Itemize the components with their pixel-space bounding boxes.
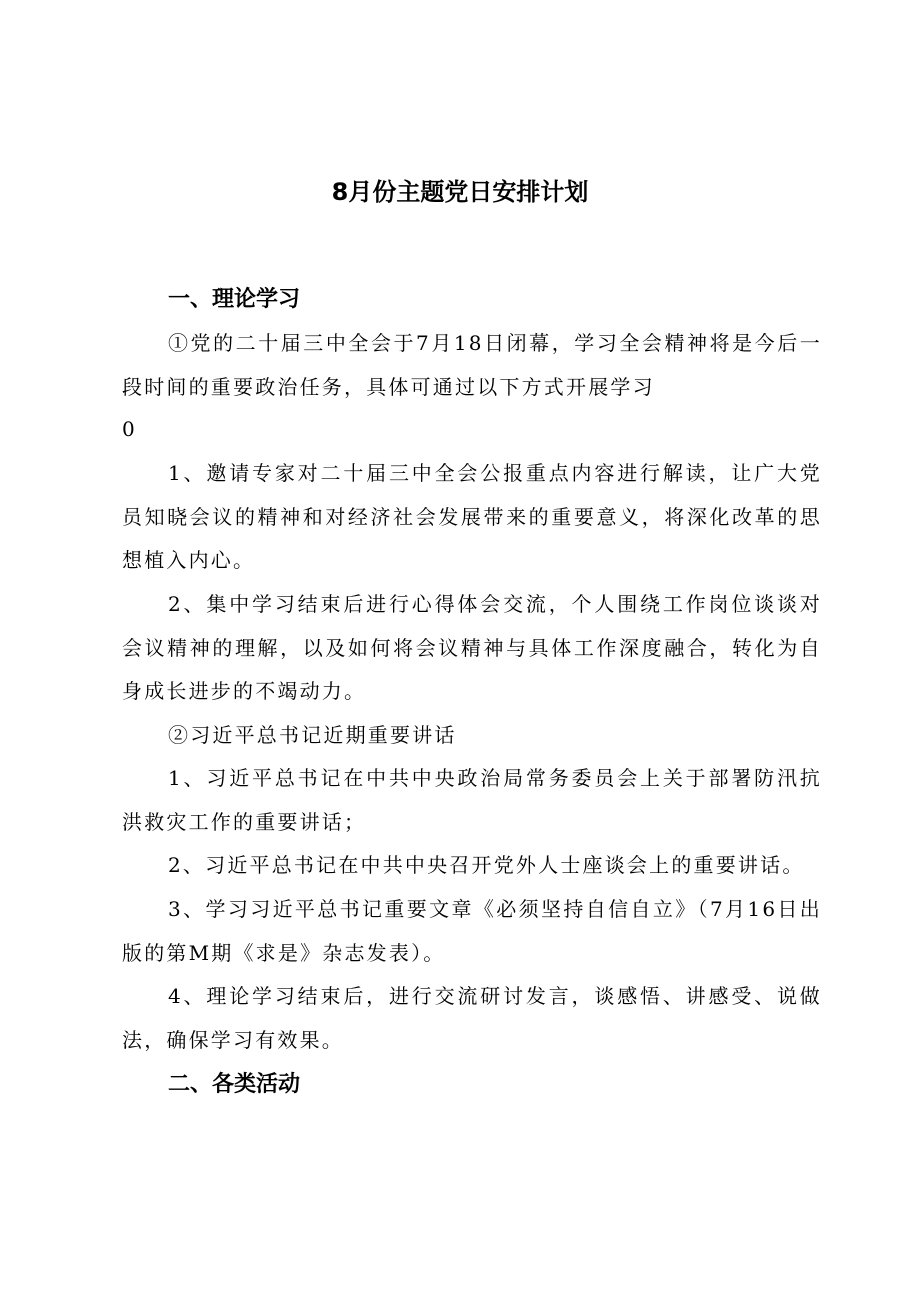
paragraph-qiushi-article: 3、学习习近平总书记重要文章《必须坚持自信自立》（7月16日出版的第M期《求是》杂志发表）。: [122, 897, 822, 965]
paragraph-experience-exchange: 2、集中学习结束后进行心得体会交流，个人围绕工作岗位谈谈对会议精神的理解，以及如何将会议精神与具体工作深度融合，转化为自身成长进步的不竭动力。: [122, 592, 822, 704]
section-heading-theory-study: 一、理论学习: [168, 287, 301, 312]
paragraph-plenum-intro: ①党的二十届三中全会于7月18日闭幕，学习全会精神将是今后一段时间的重要政治任务，具体可通过以下方式开展学习: [122, 331, 822, 399]
paragraph-non-party-symposium-speech: 2、习近平总书记在中共中央召开党外人士座谈会上的重要讲话。: [168, 853, 805, 877]
paragraph-expert-interpretation: 1、邀请专家对二十届三中全会公报重点内容进行解读，让广大党员知晓会议的精神和对经济社会发展带来的重要意义，将深化改革的思想植入内心。: [122, 461, 822, 573]
document-title: 8月份主题党日安排计划: [331, 178, 589, 206]
paragraph-recent-speeches-heading: ②习近平总书记近期重要讲话: [168, 723, 457, 747]
paragraph-stray-zero: 0: [122, 417, 137, 441]
paragraph-flood-control-speech: 1、习近平总书记在中共中央政治局常务委员会上关于部署防汛抗洪救灾工作的重要讲话；: [122, 766, 822, 834]
paragraph-discussion-exchange: 4、理论学习结束后，进行交流研讨发言，谈感悟、讲感受、说做法，确保学习有效果。: [122, 984, 822, 1052]
section-heading-activities: 二、各类活动: [168, 1072, 301, 1097]
